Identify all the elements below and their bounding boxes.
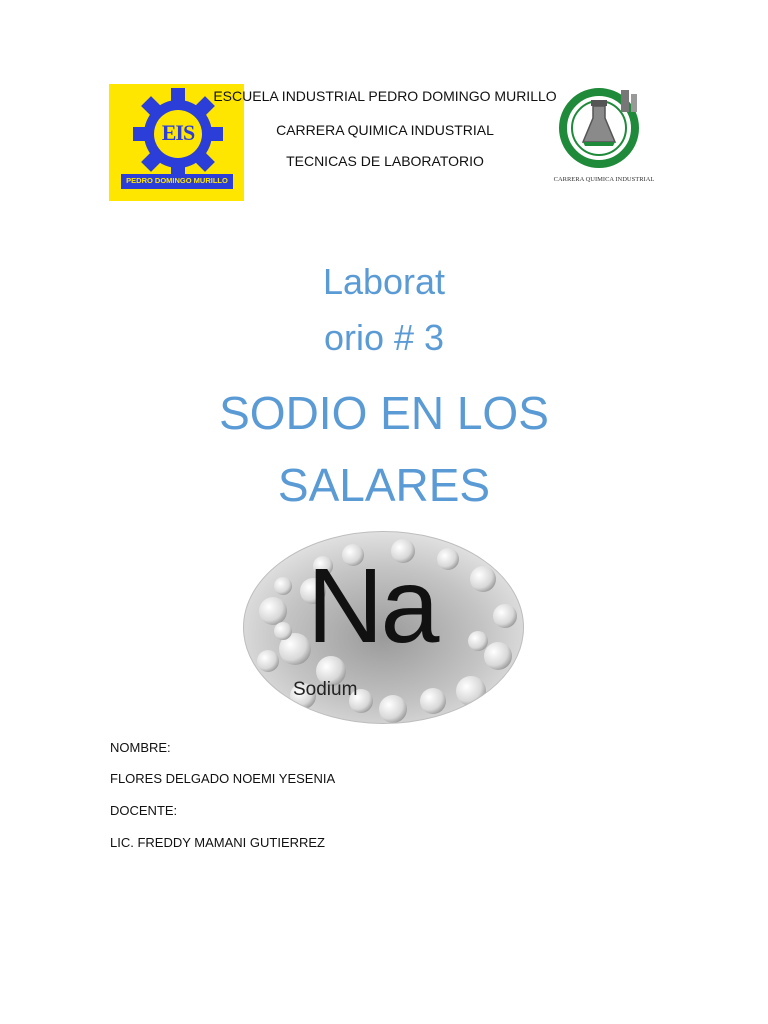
main-title-line-1: SODIO EN LOS [219,387,549,439]
lab-number-title [234,254,534,366]
lab-title-line-2: orio # 3 [323,317,445,358]
school-name: ESCUELA INDUSTRIAL PEDRO DOMINGO MURILLO [213,88,557,104]
teacher-name: LIC. FREDDY MAMANI GUTIERREZ [110,835,326,850]
student-label: NOMBRE: [110,740,171,755]
career-name: CARRERA QUIMICA INDUSTRIAL [276,122,494,138]
element-name: Sodium [293,679,358,700]
main-title-line-2: SALARES [277,459,491,511]
teacher-label: DOCENTE: [110,803,178,818]
student-name: FLORES DELGADO NOEMI YESENIA [110,771,336,786]
school-logo-initials: EIS [161,120,195,145]
sodium-element-image [243,531,524,724]
course-name: TECNICAS DE LABORATORIO [286,153,484,169]
school-logo-caption: PEDRO DOMINGO MURILLO [126,176,228,185]
element-symbol: Na [307,547,437,665]
career-logo-caption: CARRERA QUIMICA INDUSTRIAL [553,176,655,183]
lab-title-line-1: Laborat [322,261,446,302]
main-title [134,377,634,521]
